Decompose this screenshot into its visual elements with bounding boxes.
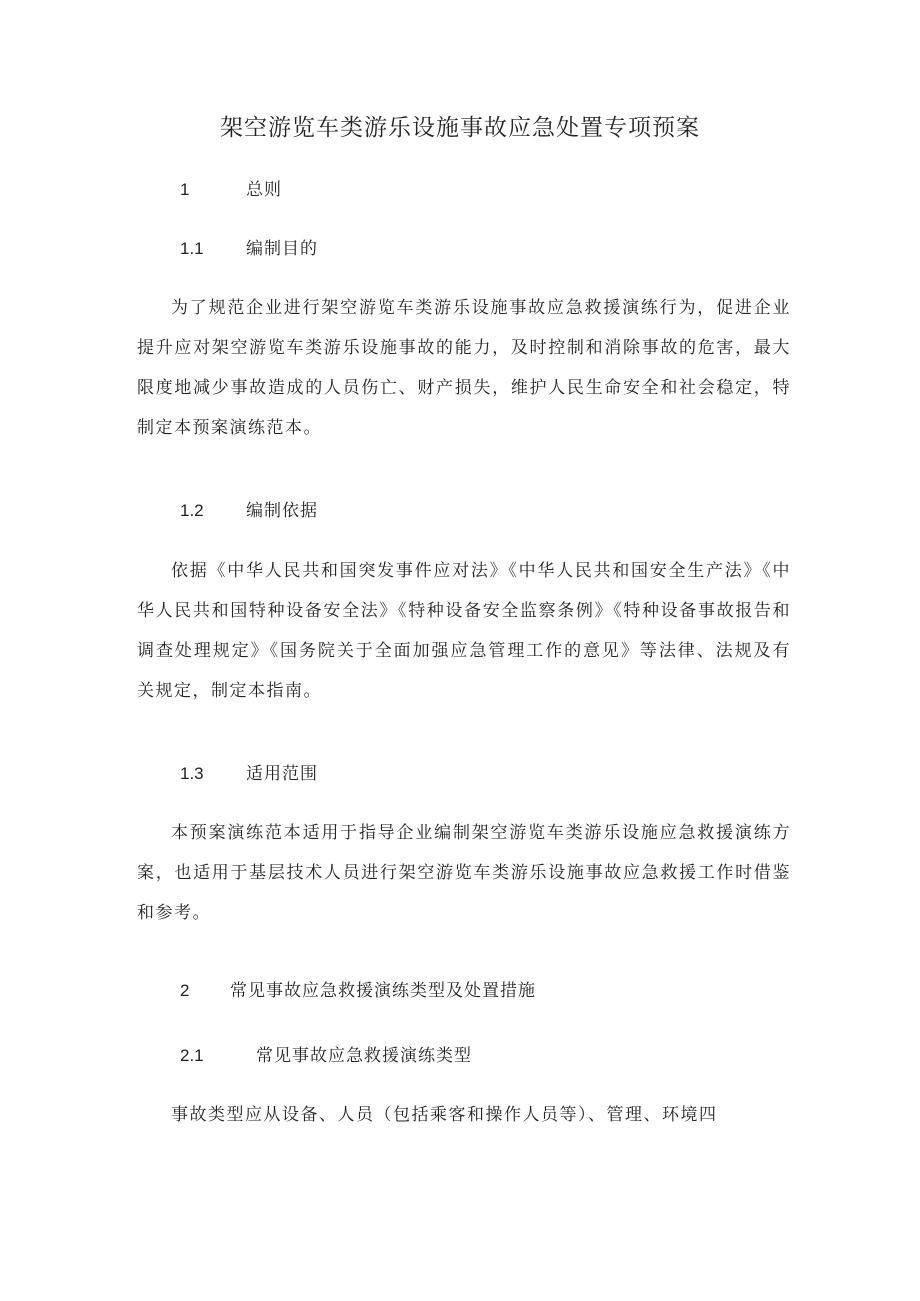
section-title: 编制目的 [246, 239, 318, 259]
section-number: 2.1 [180, 1046, 204, 1065]
section-title: 总则 [246, 180, 282, 200]
section-title: 编制依据 [246, 501, 318, 521]
section-heading-1 [180, 178, 282, 202]
paragraph-basis: 依据《中华人民共和国突发事件应对法》《中华人民共和国安全生产法》《中华人民共和国特种设备安全法》《特种设备安全监察条例》《特种设备事故报告和调查处理规定》《国务院关于全面加强应急管理工作的意见》等法律、法规及有关规定，制定本指南。 [137, 561, 791, 701]
section-title: 常见事故应急救援演练类型及处置措施 [230, 981, 536, 1001]
section-heading-2 [180, 979, 536, 1003]
section-number: 1.1 [180, 239, 204, 258]
section-heading-1-1 [180, 237, 318, 261]
section-number: 1.2 [180, 501, 204, 520]
section-title: 常见事故应急救援演练类型 [256, 1046, 472, 1066]
section-title: 适用范围 [246, 764, 318, 784]
paragraph-purpose: 为了规范企业进行架空游览车类游乐设施事故应急救援演练行为，促进企业提升应对架空游览车类游乐设施事故的能力，及时控制和消除事故的危害，最大限度地减少事故造成的人员伤亡、财产损失，维护人民生命安全和社会稳定，特制定本预案演练范本。 [137, 298, 791, 438]
section-number: 1 [180, 180, 190, 199]
paragraph-accident-types: 事故类型应从设备、人员（包括乘客和操作人员等）、管理、环境四 [171, 1105, 718, 1125]
document-title: 架空游览车类游乐设施事故应急处置专项预案 [220, 115, 700, 141]
paragraph-scope: 本预案演练范本适用于指导企业编制架空游览车类游乐设施应急救援演练方案，也适用于基层技术人员进行架空游览车类游乐设施事故应急救援工作时借鉴和参考。 [137, 823, 791, 923]
section-heading-2-1 [180, 1044, 472, 1068]
section-number: 2 [180, 981, 190, 1000]
section-heading-1-2 [180, 499, 318, 523]
section-number: 1.3 [180, 764, 204, 783]
section-heading-1-3 [180, 762, 318, 786]
